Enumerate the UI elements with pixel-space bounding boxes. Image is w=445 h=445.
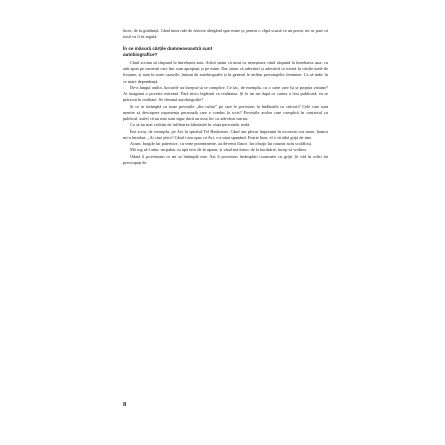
answer-paragraph: De-a lungul anilor, lucrurile au început să se complice. Ce fac, de exemplu, cu o carte care își ia propria viziune? Ai imaginat o poveste extremă. Fără nicio legătură cu realitatea. Și la un an după ce cartea a fost publicată, ea se petrecut în realitate. Se cheamă autobiografie? (123, 84, 328, 103)
paragraph-continuation: încet, de la grădiniță. Când intru ride de fericire alergând spre mine și, pentru o clipă scurtă ca un poem, mi se pare că totul va fi în regulă. (123, 28, 328, 40)
answer-paragraph: Mă rog să-i aduc un pahar cu apă rece de la aparat, și când mă întorc de la bucătărie, încep să vorbim. (130, 147, 307, 153)
answer-paragraph: Și ce se întâmplă cu toate poveștile „din culise” pe care le povestesc la întâlnirile cu cititorii? Cele care sunt menite să descopere experiența personală care a condus la scris? Poveștile acelea care complică în contactul cu publicul, astfel că nu mai sunt sigur dacă au avut loc cu adevărat sau nu. (123, 103, 328, 122)
text-block (123, 28, 328, 166)
interview-question: În ce măsură cărțile dumneavoastră sunt autobiografice? (123, 45, 213, 57)
answer-paragraph: Când scriam să răspund la întrebarea asta. Adică știam că mint cu nerușinare când răspund la întrebarea asta, cu atât spun pe oamenii care îmi sunt apropiați și pe mine. Dar știam că adevărul și adevărul ce există în cărțile mele de ficțiune, și sunt în toate cazurile, întruni de autobiografie și în general le atribui personajelor feminine. Ca să indic în ce mare dependență. (123, 59, 328, 84)
answer-paragraph: Îmi scriu, de exemplu, pe Avi la spitalul Tel Hashomer. Când am plecat împreună în excursia cea mare, banica mi-a întrebat: „Ai cine pleci? Când i-am spus cu Avi, s-a uitat spunând: Foarte bine, el o să aibă grijă de tine. (123, 128, 328, 140)
page-number: 8 (123, 401, 127, 408)
answer-paragraph: Odată îi povesteam ce mi se întâmplă mie. Azi îi povestesc întâmplări construite cu grijă. Și văd în ochii lui preocupați de (123, 153, 328, 165)
answer-paragraph: Acum, bragile lui puternice, cu vene proeminente, au devenit flasce. Iar obrajii lui rotunzi sunt scofâlciți. (130, 141, 312, 147)
answer-paragraph: Ca să nu mai vorbim de infiltrarea fabulației în viața personală, reală. (130, 122, 251, 128)
